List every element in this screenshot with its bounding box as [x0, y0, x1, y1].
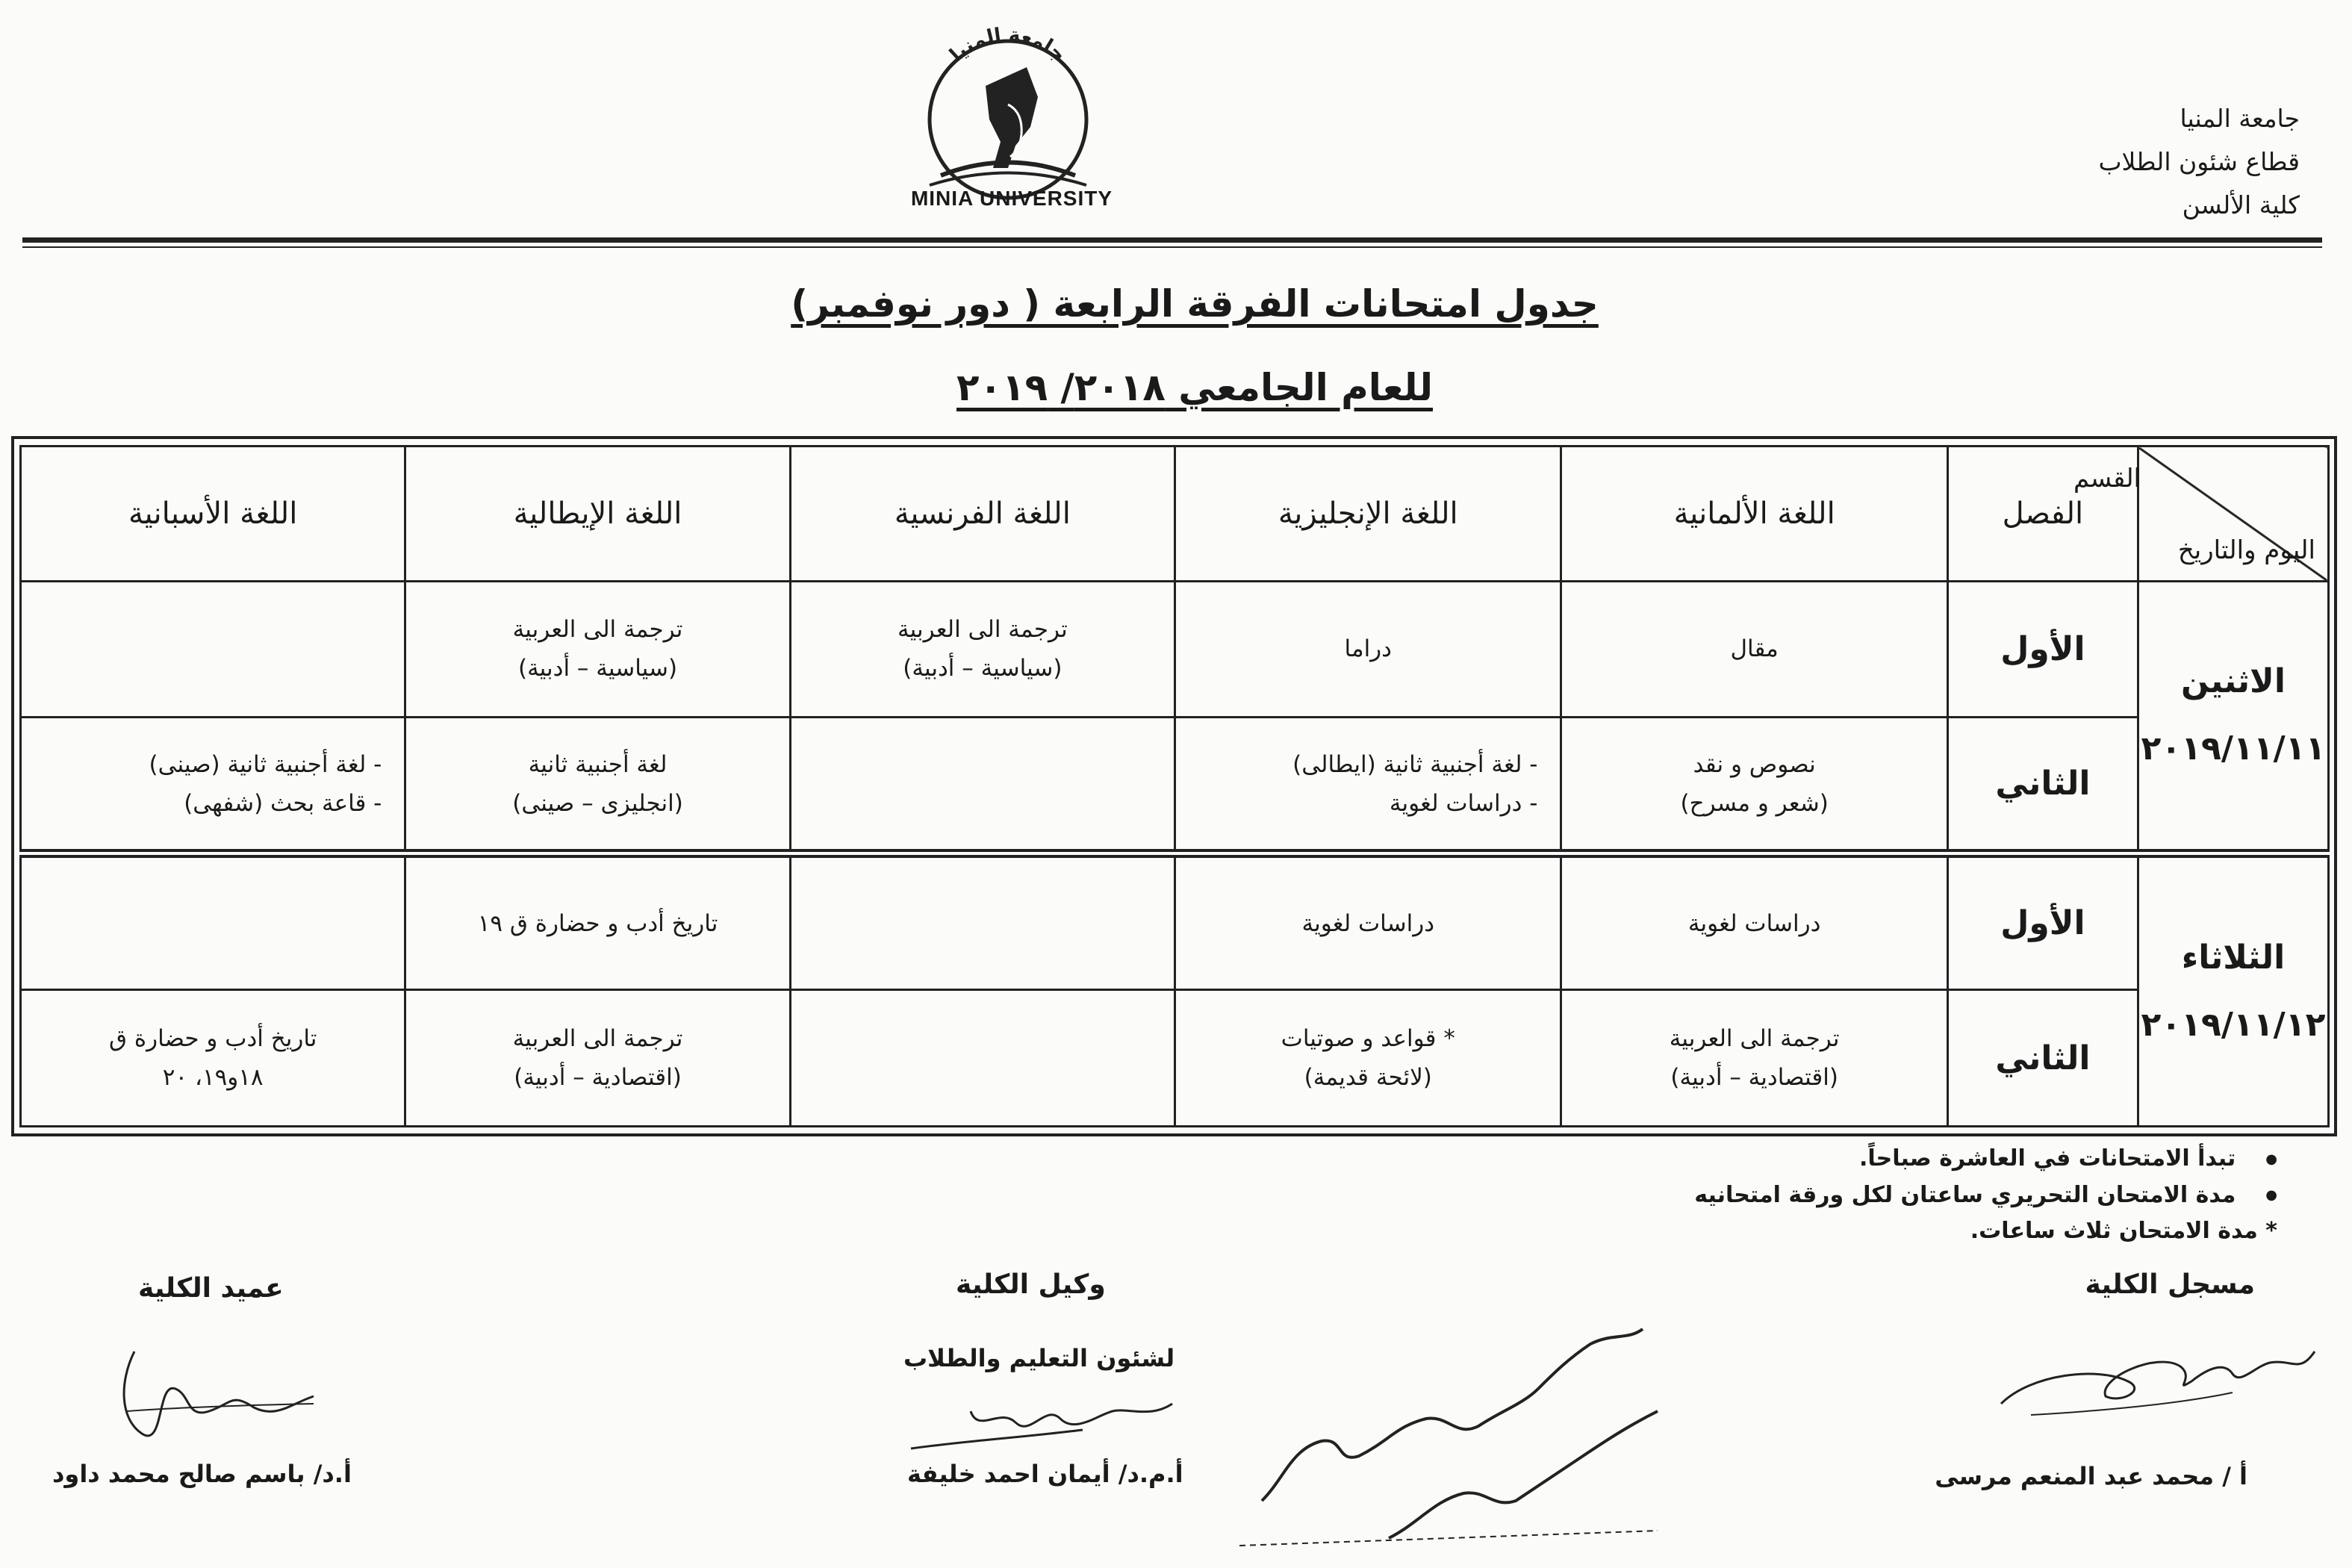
exam-cell-german	[1561, 581, 1947, 718]
exam-cell-english	[1175, 853, 1561, 990]
exam-cell-spanish	[21, 581, 405, 718]
note-starred-duration: * مدة الامتحان ثلاث ساعات.	[1694, 1213, 2277, 1249]
logo-emblem-icon	[896, 15, 1120, 209]
exam-cell-german	[1561, 718, 1947, 854]
exam-cell-spanish	[21, 990, 405, 1127]
corner-header-cell	[2073, 447, 2328, 582]
semester-column-header: الفصل	[1947, 447, 2138, 582]
header-rule	[22, 237, 2322, 243]
admin-line-sector: قطاع شئون الطلاب	[2098, 147, 2300, 176]
exam-text: ترجمة الى العربية	[1669, 1025, 1840, 1053]
corner-department-label: القسم	[2073, 464, 2141, 494]
registrar-title: مسجل الكلية	[2085, 1269, 2255, 1300]
exam-text: ترجمة الى العربية	[512, 1025, 683, 1053]
table-row	[21, 853, 2329, 990]
registrar-name: أ / محمد عبد المنعم مرسى	[1935, 1462, 2247, 1490]
exam-cell-english	[1175, 718, 1561, 854]
vice-dean-signature-icon	[903, 1389, 1202, 1463]
exam-cell-german	[1561, 853, 1947, 990]
dean-signature-icon	[105, 1337, 329, 1456]
exam-cell-spanish	[21, 718, 405, 854]
note-start-time: ● تبدأ الامتحانات في العاشرة صباحاً.	[1694, 1141, 2277, 1177]
exam-text: لغة أجنبية ثانية	[528, 750, 668, 778]
admin-line-faculty: كلية الألسن	[2182, 190, 2300, 220]
exam-subtext: (اقتصادية – أدبية)	[514, 1064, 682, 1092]
table-row	[21, 990, 2329, 1127]
semester-cell: الثاني	[1947, 718, 2138, 854]
exam-cell-italian	[405, 853, 790, 990]
exam-cell-italian	[405, 990, 790, 1127]
exam-cell-spanish	[21, 853, 405, 990]
dept-header-french: اللغة الفرنسية	[790, 447, 1175, 582]
vice-dean-title: وكيل الكلية	[956, 1269, 1106, 1300]
exam-text: دراسات لغوية	[1687, 909, 1821, 937]
dept-header-german: اللغة الألمانية	[1561, 447, 1947, 582]
exam-cell-french	[790, 581, 1175, 718]
vice-dean-subtitle: لشئون التعليم والطلاب	[903, 1344, 1175, 1372]
day-cell-tuesday	[2138, 853, 2328, 1126]
exam-subtext: ١٨و١٩، ٢٠	[162, 1064, 264, 1092]
exam-cell-french	[790, 853, 1175, 990]
registrar-signature-icon	[1986, 1322, 2330, 1441]
table-row	[21, 718, 2329, 854]
exam-subtext: (سياسية – أدبية)	[517, 655, 678, 682]
svg-text:جامعة المنيا	[945, 24, 1070, 66]
dept-header-english: اللغة الإنجليزية	[1175, 447, 1561, 582]
logo-arabic-text: جامعة المنيا	[945, 23, 1071, 66]
exam-text: تاريخ أدب و حضارة ق	[108, 1025, 317, 1053]
exam-text: نصوص و نقد	[1693, 750, 1816, 778]
exam-cell-french	[790, 990, 1175, 1127]
day-name: الثلاثاء	[2181, 939, 2286, 977]
semester-cell: الثاني	[1947, 990, 2138, 1127]
logo-caption: MINIA UNIVERSITY	[910, 187, 1113, 210]
exam-text: - لغة أجنبية ثانية (ايطالى)	[1292, 750, 1538, 778]
day-name: الاثنين	[2181, 662, 2286, 701]
handwritten-approval-icon	[1239, 1314, 1702, 1561]
table-header-row	[21, 447, 2329, 582]
exam-subtext: (سياسية – أدبية)	[903, 655, 1063, 682]
faculty-header	[2098, 97, 2300, 227]
exam-subtext: (لائحة قديمة)	[1304, 1064, 1432, 1092]
page-title: جدول امتحانات الفرقة الرابعة ( دور نوفمبر)	[791, 282, 1599, 326]
exam-cell-english	[1175, 581, 1561, 718]
table-row	[21, 581, 2329, 718]
semester-cell: الأول	[1947, 853, 2138, 990]
header-rule-thin	[22, 246, 2322, 248]
exam-cell-italian	[405, 718, 790, 854]
vice-dean-name: أ.م.د/ أيمان احمد خليفة	[907, 1460, 1183, 1488]
admin-line-university: جامعة المنيا	[2180, 104, 2300, 133]
page-subtitle: للعام الجامعي ٢٠١٨/ ٢٠١٩	[956, 366, 1433, 409]
exam-text: * قواعد و صوتيات	[1281, 1025, 1455, 1053]
day-cell-monday	[2138, 581, 2328, 853]
dean-name: أ.د/ باسم صالح محمد داود	[52, 1460, 352, 1488]
note-written-duration: ● مدة الامتحان التحريري ساعتان لكل ورقة امتحانيه	[1694, 1177, 2277, 1214]
dept-header-spanish: اللغة الأسبانية	[21, 447, 405, 582]
exam-text: - لغة أجنبية ثانية (صينى)	[149, 750, 382, 778]
exam-text: ترجمة الى العربية	[897, 616, 1068, 644]
dept-header-italian: اللغة الإيطالية	[405, 447, 790, 582]
exam-text: مقال	[1730, 635, 1779, 663]
day-date: ٢٠١٩/١١/١٢	[2141, 1006, 2326, 1045]
dean-title: عميد الكلية	[138, 1273, 284, 1304]
exam-cell-french	[790, 718, 1175, 854]
exam-subtext: - دراسات لغوية	[1389, 789, 1538, 817]
exam-subtext: (انجليزى – صينى)	[512, 789, 683, 817]
exam-subtext: (شعر و مسرح)	[1680, 789, 1829, 817]
exam-text: ترجمة الى العربية	[512, 616, 683, 644]
exam-cell-german	[1561, 990, 1947, 1127]
exam-subtext: (اقتصادية – أدبية)	[1670, 1064, 1838, 1092]
exam-schedule-table	[19, 445, 2330, 1127]
exam-cell-italian	[405, 581, 790, 718]
corner-day-date-label: اليوم والتاريخ	[2177, 535, 2315, 565]
exam-cell-english	[1175, 990, 1561, 1127]
exam-text: تاريخ أدب و حضارة ق ١٩	[477, 909, 718, 937]
exam-subtext: - قاعة بحث (شفهى)	[184, 789, 382, 817]
day-date: ٢٠١٩/١١/١١	[2141, 729, 2326, 768]
semester-cell: الأول	[1947, 581, 2138, 718]
exam-notes	[1694, 1141, 2277, 1249]
exam-text: دراما	[1344, 635, 1392, 663]
exam-text: دراسات لغوية	[1301, 909, 1434, 937]
